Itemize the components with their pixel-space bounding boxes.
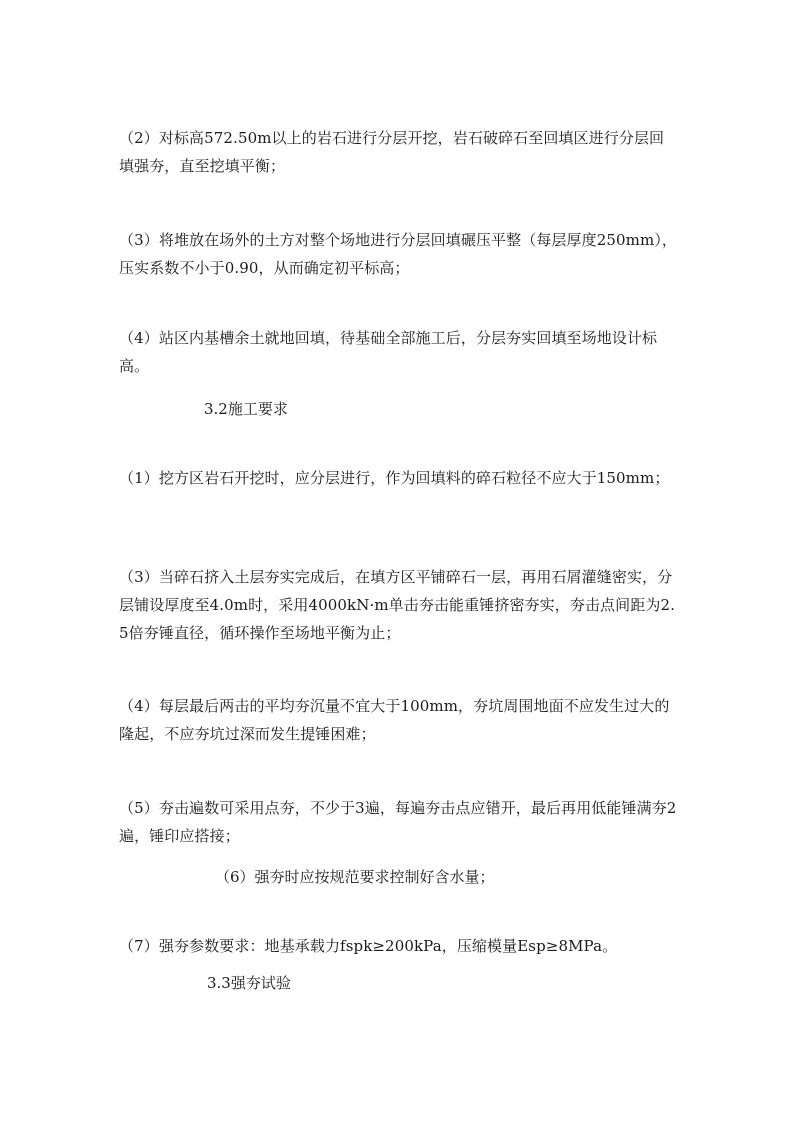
paragraph-6-moisture-control: （6）强夯时应按规范要求控制好含水量； xyxy=(215,868,495,886)
paragraph-2-rock-excavation: （2）对标高572.50m以上的岩石进行分层开挖，岩石破碎石至回填区进行分层回填强夯，直至挖填平衡； xyxy=(119,129,665,175)
paragraph-7-parameters: （7）强夯参数要求：地基承载力fspk≥200kPa，压缩模量Esp≥8MPa。 xyxy=(119,937,618,955)
paragraph-5-tamping-passes: （5）夯击遍数可采用点夯，不少于3遍，每遍夯击点应错开，最后再用低能锤满夯2遍，锤印应搭接； xyxy=(119,799,677,845)
section-heading-3-2: 3.2施工要求 xyxy=(204,400,288,418)
section-heading-3-3: 3.3强夯试验 xyxy=(207,974,291,992)
paragraph-3-compaction-procedure: （3）当碎石挤入土层夯实完成后，在填方区平铺碎石一层，再用石屑灌缝密实，分层铺设厚度至4.0m时，采用4000kN·m单击夯击能重锤挤密夯实，夯击点间距为2.5倍夯锤直径，循环操作至场地平衡为止； xyxy=(119,568,675,642)
paragraph-3-backfill-compaction: （3）将堆放在场外的土方对整个场地进行分层回填碾压平整（每层厚度250mm），压实系数不小于0.90，从而确定初平标高； xyxy=(119,231,678,277)
paragraph-4-trench-backfill: （4）站区内基槽余土就地回填，待基础全部施工后，分层夯实回填至场地设计标高。 xyxy=(119,329,658,375)
paragraph-1-excavation-layers: （1）挖方区岩石开挖时，应分层进行，作为回填料的碎石粒径不应大于150mm； xyxy=(119,469,670,487)
paragraph-4-settlement-limit: （4）每层最后两击的平均夯沉量不宜大于100mm，夯坑周围地面不应发生过大的隆起，不应夯坑过深而发生提锤困难； xyxy=(119,697,670,743)
